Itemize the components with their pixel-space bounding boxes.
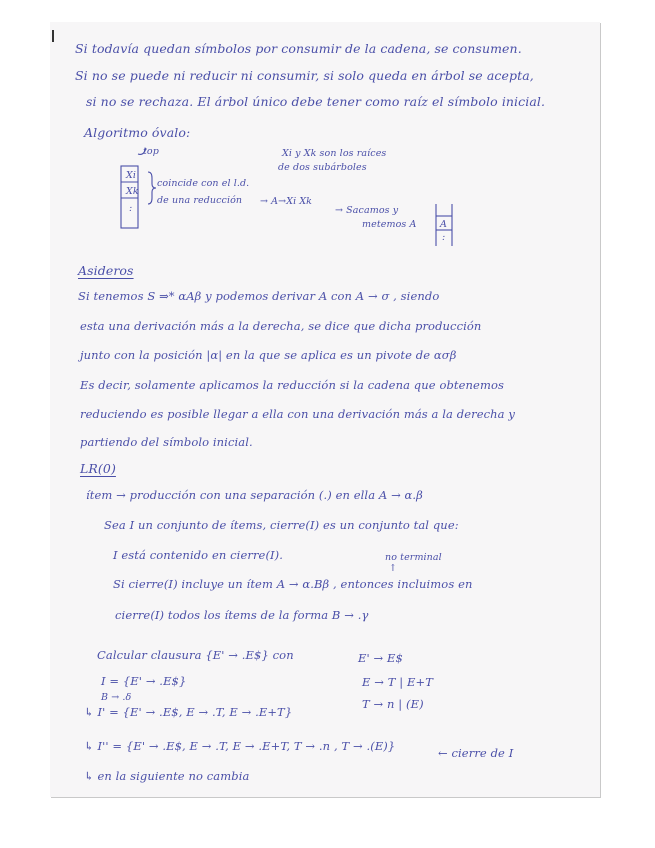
intro-line-1: Si todavía quedan símbolos por consumir de la cadena, se consumen. — [75, 41, 522, 56]
stack-dots: : — [129, 203, 133, 214]
step-3: ↳ I'' = {E' → .E$, E → .T, E → .E+T, T → .n , T → .(E)} — [84, 739, 396, 753]
algoritmo-heading: Algoritmo óvalo: — [84, 125, 191, 140]
lr0-heading: LR(0) — [80, 461, 116, 476]
result-stack-item: A — [440, 219, 447, 230]
small-note: B → .δ — [101, 692, 132, 703]
grammar-line-2: E → T | E+T — [362, 675, 433, 689]
cierre-label: ← cierre de I — [438, 746, 514, 760]
lr0-line-5: cierre(I) todos los ítems de la forma B → .γ — [115, 608, 369, 622]
asideros-line-1: Si tenemos S ⇒* αAβ y podemos derivar A con A → σ , siendo — [78, 289, 440, 303]
top-pointer — [138, 148, 146, 154]
brace — [148, 172, 156, 204]
no-terminal-arrow: ↑ — [389, 563, 398, 574]
lr0-line-3: I está contenido en cierre(I). — [113, 548, 284, 562]
lr0-line-4: Si cierre(I) incluye un ítem A → α.Bβ , entonces incluimos en — [113, 577, 473, 591]
note-line-1: Xi y Xk son los raíces — [282, 148, 387, 159]
lr0-line-1: ítem → producción con una separación (.) en ella A → α.β — [86, 488, 423, 502]
asideros-line-5: reduciendo es posible llegar a ella con una derivación más a la derecha y — [80, 407, 515, 421]
step-1: I = {E' → .E$} — [101, 674, 187, 688]
calculo-heading: Calcular clausura {E' → .E$} con — [97, 648, 294, 662]
no-terminal-note: no terminal — [385, 552, 442, 563]
arrow-text-3: metemos A — [362, 219, 417, 230]
note-line-2: de dos subárboles — [278, 162, 367, 173]
asideros-line-4: Es decir, solamente aplicamos la reducción si la cadena que obtenemos — [80, 378, 504, 392]
lr0-line-2: Sea I un conjunto de ítems, cierre(I) es un conjunto tal que: — [104, 518, 459, 532]
stack-second-item: Xk — [126, 186, 139, 197]
brace-text-2: de una reducción — [157, 195, 243, 206]
grammar-line-3: T → n | (E) — [362, 697, 424, 711]
brace-text-1: coincide con el l.d. — [157, 178, 250, 189]
result-stack-dots: : — [442, 232, 446, 243]
stack-box — [121, 166, 138, 228]
asideros-line-6: partiendo del símbolo inicial. — [80, 435, 253, 449]
top-label: top — [143, 146, 159, 157]
step-4: ↳ en la siguiente no cambia — [84, 769, 250, 783]
asideros-line-2: esta una derivación más a la derecha, se dice que dicha producción — [80, 319, 482, 333]
intro-line-3: si no se rechaza. El árbol único debe tener como raíz el símbolo inicial. — [86, 94, 546, 109]
stack-top-item: Xi — [126, 170, 137, 181]
asideros-heading: Asideros — [78, 263, 134, 278]
arrow-text-2: → Sacamos y — [335, 205, 399, 216]
intro-line-2: Si no se puede ni reducir ni consumir, si solo queda en árbol se acepta, — [75, 68, 534, 83]
arrow-text: → A→Xi Xk — [260, 196, 313, 207]
step-2: ↳ I' = {E' → .E$, E → .T, E → .E+T} — [84, 705, 293, 719]
grammar-line-1: E' → E$ — [358, 651, 403, 665]
asideros-line-3: junto con la posición |α| en la que se aplica es un pivote de ασβ — [80, 348, 457, 362]
